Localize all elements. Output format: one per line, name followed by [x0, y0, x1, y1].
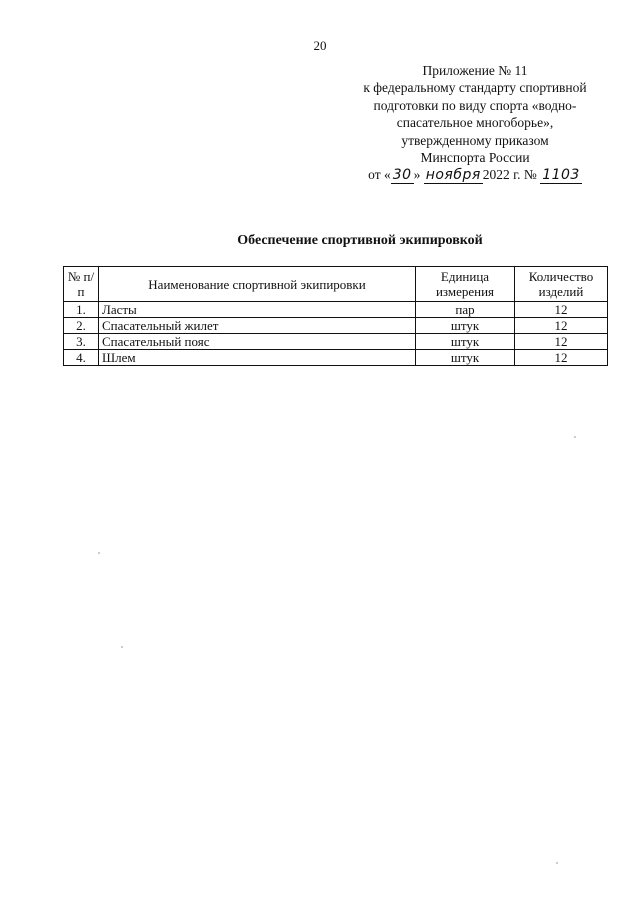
row-qty: 12: [515, 318, 608, 334]
header-name: Наименование спортивной экипировки: [99, 267, 416, 302]
row-qty: 12: [515, 302, 608, 318]
appendix-date-line: [340, 166, 610, 184]
date-mid: »: [413, 167, 421, 183]
table-row: [64, 302, 608, 318]
handwritten-order-number: 1103: [542, 167, 580, 184]
header-unit: Единица измерения: [416, 267, 515, 302]
page-number: 20: [313, 38, 327, 53]
row-unit: штук: [416, 318, 515, 334]
row-name: Ласты: [99, 302, 416, 318]
date-year: 2022 г. №: [482, 167, 537, 183]
equipment-table: [63, 266, 608, 366]
header-num: № п/п: [64, 267, 99, 302]
appendix-line: Минспорта России: [420, 150, 530, 166]
table-header-row: [64, 267, 608, 302]
table-row: [64, 350, 608, 366]
row-unit: пар: [416, 302, 515, 318]
table-row: [64, 334, 608, 350]
date-prefix: от «: [368, 167, 391, 183]
row-name: Спасательный пояс: [99, 334, 416, 350]
scan-speck: [574, 436, 576, 438]
appendix-line: подготовки по виду спорта «водно-: [373, 97, 577, 113]
row-num: 3.: [64, 334, 99, 350]
scan-speck: [98, 552, 100, 554]
scan-speck: [121, 646, 123, 648]
header-qty: Количество изделий: [515, 267, 608, 302]
handwritten-month: ноября: [425, 167, 481, 184]
row-name: Шлем: [99, 350, 416, 366]
row-qty: 12: [515, 334, 608, 350]
appendix-line: спасательное многоборье»,: [396, 115, 554, 131]
row-num: 1.: [64, 302, 99, 318]
row-name: Спасательный жилет: [99, 318, 416, 334]
appendix-line: Приложение № 11: [422, 63, 528, 78]
row-unit: штук: [416, 350, 515, 366]
appendix-line: к федеральному стандарту спортивной: [363, 80, 587, 96]
appendix-header: [340, 62, 610, 185]
row-unit: штук: [416, 334, 515, 350]
handwritten-day: 30: [392, 167, 412, 184]
document-title: Обеспечение спортивной экипировкой: [237, 233, 483, 248]
row-num: 2.: [64, 318, 99, 334]
scan-speck: [556, 862, 558, 864]
table-row: [64, 318, 608, 334]
row-qty: 12: [515, 350, 608, 366]
row-num: 4.: [64, 350, 99, 366]
appendix-line: утвержденному приказом: [401, 132, 549, 148]
